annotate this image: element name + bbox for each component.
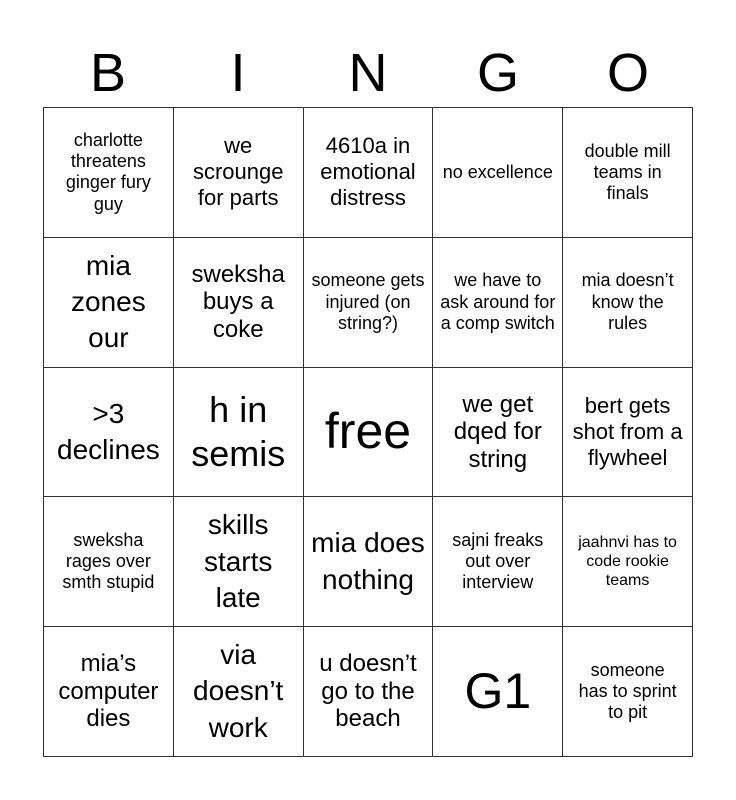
- bingo-cell-text: we have to ask around for a comp switch: [440, 270, 556, 333]
- bingo-cell-r3-c4[interactable]: [433, 368, 563, 498]
- bingo-cell-r2-c1[interactable]: [44, 238, 174, 368]
- bingo-cell-text: we scrounge for parts: [192, 133, 284, 211]
- bingo-cell-text: G1: [464, 663, 532, 720]
- bingo-cell-text: mia zones our: [71, 249, 146, 354]
- bingo-cell-text: 4610a in emotional distress: [320, 133, 416, 211]
- bingo-cell-r4-c2[interactable]: [174, 497, 304, 627]
- bingo-cell-text: h in semis: [191, 389, 286, 474]
- bingo-cell-r2-c5[interactable]: [563, 238, 693, 368]
- bingo-cell-r1-c5[interactable]: [563, 108, 693, 238]
- bingo-cell-text: someone gets injured (on string?): [311, 270, 425, 333]
- bingo-cell-text: bert gets shot from a flywheel: [572, 393, 683, 470]
- bingo-cell-r3-c3[interactable]: [304, 368, 434, 498]
- bingo-cell-text: someone has to sprint to pit: [578, 659, 677, 723]
- bingo-cell-r4-c5[interactable]: [563, 497, 693, 627]
- bingo-cell-r2-c2[interactable]: [174, 238, 304, 368]
- bingo-cell-r1-c2[interactable]: [174, 108, 304, 238]
- bingo-cell-r5-c5[interactable]: [563, 627, 693, 757]
- bingo-cell-r1-c4[interactable]: [433, 108, 563, 238]
- bingo-cell-text: we get dqed for string: [453, 390, 542, 473]
- bingo-cell-r5-c4[interactable]: [433, 627, 563, 757]
- bingo-cell-text: u doesn’t go to the beach: [319, 650, 417, 733]
- bingo-cell-text: jaahnvi has to code rookie teams: [578, 534, 677, 590]
- bingo-cell-text: free: [324, 403, 412, 460]
- bingo-header: [43, 38, 693, 108]
- header-letter-i: I: [230, 43, 246, 103]
- bingo-cell-r5-c2[interactable]: [174, 627, 304, 757]
- bingo-cell-r4-c1[interactable]: [44, 497, 174, 627]
- bingo-cell-r2-c4[interactable]: [433, 238, 563, 368]
- bingo-cell-text: sweksha buys a coke: [191, 260, 285, 343]
- bingo-cell-r4-c3[interactable]: [304, 497, 434, 627]
- bingo-cell-text: mia’s computer dies: [58, 650, 159, 733]
- bingo-cell-text: sweksha rages over smth stupid: [62, 529, 155, 593]
- bingo-cell-text: mia does nothing: [311, 527, 425, 595]
- bingo-card-grid: [43, 107, 693, 757]
- header-letter-g: G: [476, 43, 519, 103]
- bingo-cell-r3-c5[interactable]: [563, 368, 693, 498]
- bingo-cell-r5-c1[interactable]: [44, 627, 174, 757]
- bingo-cell-text: via doesn’t work: [193, 639, 284, 743]
- bingo-cell-r1-c3[interactable]: [304, 108, 434, 238]
- header-letter-o: O: [606, 43, 649, 103]
- header-letter-n: N: [348, 43, 388, 103]
- bingo-cell-text: no excellence: [442, 161, 553, 182]
- bingo-cell-r1-c1[interactable]: [44, 108, 174, 238]
- bingo-cell-text: sajni freaks out over interview: [452, 529, 544, 593]
- header-letter-b: B: [89, 43, 127, 103]
- bingo-cell-r5-c3[interactable]: [304, 627, 434, 757]
- bingo-cell-text: mia doesn’t know the rules: [581, 270, 674, 333]
- bingo-cell-text: double mill teams in finals: [584, 140, 671, 204]
- bingo-cell-text: skills starts late: [203, 509, 273, 613]
- bingo-cell-r3-c1[interactable]: [44, 368, 174, 498]
- bingo-cell-r3-c2[interactable]: [174, 368, 304, 498]
- bingo-cell-r4-c4[interactable]: [433, 497, 563, 627]
- bingo-cell-r2-c3[interactable]: [304, 238, 434, 368]
- bingo-cell-text: charlotte threatens ginger fury guy: [65, 129, 151, 214]
- bingo-cell-text: >3 declines: [57, 397, 160, 465]
